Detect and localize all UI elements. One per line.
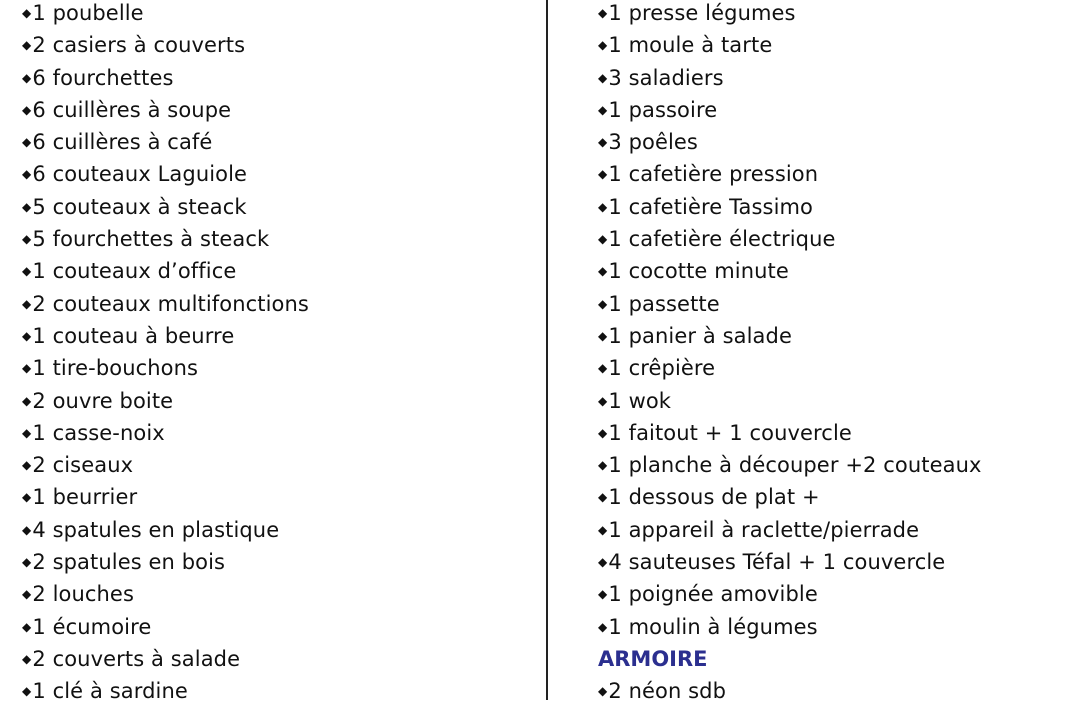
list-item (598, 578, 982, 610)
list-item (22, 417, 309, 449)
list-item (22, 255, 309, 287)
list-item (598, 385, 982, 417)
list-item (598, 158, 982, 190)
list-item (22, 29, 309, 61)
list-item (22, 675, 309, 707)
list-item-text: 6 couteaux Laguiole (32, 162, 248, 187)
diamond-bullet-icon: ◆ (22, 70, 32, 85)
diamond-bullet-icon: ◆ (598, 555, 608, 570)
list-item (598, 417, 982, 449)
diamond-bullet-icon: ◆ (598, 296, 608, 311)
list-item (22, 62, 309, 94)
list-item (22, 94, 309, 126)
list-item (22, 223, 309, 255)
list-item-text: 1 panier à salade (608, 323, 792, 348)
list-item-text: 2 couverts à salade (32, 646, 241, 671)
diamond-bullet-icon: ◆ (22, 232, 32, 247)
list-item (22, 191, 309, 223)
list-item (598, 546, 982, 578)
list-item-text: 1 cafetière pression (608, 162, 819, 187)
list-item-text: 1 beurrier (32, 485, 138, 510)
list-item (22, 611, 309, 643)
list-item (598, 255, 982, 287)
list-item-text: 1 faitout + 1 couvercle (608, 420, 852, 445)
list-item (598, 0, 982, 29)
diamond-bullet-icon: ◆ (22, 38, 32, 53)
list-item-text: 1 passoire (608, 97, 718, 122)
list-item-text: 6 cuillères à soupe (32, 97, 232, 122)
list-item-text: 1 moulin à légumes (608, 614, 818, 639)
list-item (598, 191, 982, 223)
list-item (598, 29, 982, 61)
list-item-text: 6 cuillères à café (32, 130, 213, 155)
list-item (598, 126, 982, 158)
diamond-bullet-icon: ◆ (22, 361, 32, 376)
diamond-bullet-icon: ◆ (598, 522, 608, 537)
diamond-bullet-icon: ◆ (22, 328, 32, 343)
list-item-text: 2 spatules en bois (32, 550, 226, 575)
list-item (598, 611, 982, 643)
list-item (22, 546, 309, 578)
diamond-bullet-icon: ◆ (22, 490, 32, 505)
diamond-bullet-icon: ◆ (598, 619, 608, 634)
list-item-text: 1 cocotte minute (608, 259, 789, 284)
diamond-bullet-icon: ◆ (22, 167, 32, 182)
list-item (598, 320, 982, 352)
diamond-bullet-icon: ◆ (22, 619, 32, 634)
diamond-bullet-icon: ◆ (598, 70, 608, 85)
list-item-text: 2 ouvre boite (32, 388, 174, 413)
diamond-bullet-icon: ◆ (598, 587, 608, 602)
diamond-bullet-icon: ◆ (598, 102, 608, 117)
list-item-text: 1 appareil à raclette/pierrade (608, 517, 920, 542)
list-item-text: 1 crêpière (608, 356, 716, 381)
list-item-text: 1 clé à sardine (32, 679, 188, 704)
diamond-bullet-icon: ◆ (598, 38, 608, 53)
diamond-bullet-icon: ◆ (22, 684, 32, 699)
list-item-text: 1 couteau à beurre (32, 323, 235, 348)
list-item (22, 158, 309, 190)
diamond-bullet-icon: ◆ (598, 458, 608, 473)
list-item-text: 1 poubelle (32, 1, 144, 25)
column-divider (546, 0, 548, 700)
diamond-bullet-icon: ◆ (22, 458, 32, 473)
list-item-text: 1 casse-noix (32, 420, 165, 445)
diamond-bullet-icon: ◆ (22, 651, 32, 666)
diamond-bullet-icon: ◆ (598, 684, 608, 699)
list-item (598, 288, 982, 320)
diamond-bullet-icon: ◆ (598, 199, 608, 214)
diamond-bullet-icon: ◆ (22, 135, 32, 150)
diamond-bullet-icon: ◆ (598, 167, 608, 182)
list-item-text: 1 presse légumes (608, 1, 796, 25)
list-item (22, 643, 309, 675)
list-item (22, 385, 309, 417)
diamond-bullet-icon: ◆ (22, 425, 32, 440)
diamond-bullet-icon: ◆ (22, 522, 32, 537)
diamond-bullet-icon: ◆ (598, 232, 608, 247)
list-item (22, 514, 309, 546)
list-item (598, 481, 982, 513)
diamond-bullet-icon: ◆ (598, 361, 608, 376)
list-item-text: 3 poêles (608, 130, 698, 155)
list-item-text: 2 casiers à couverts (32, 33, 246, 58)
diamond-bullet-icon: ◆ (22, 587, 32, 602)
list-item-text: 6 fourchettes (32, 65, 174, 90)
list-item (598, 352, 982, 384)
list-item-text: 5 couteaux à steack (32, 194, 247, 219)
list-item-text: 5 fourchettes à steack (32, 227, 270, 252)
diamond-bullet-icon: ◆ (22, 102, 32, 117)
list-item (22, 320, 309, 352)
list-item-text: 4 sauteuses Téfal + 1 couvercle (608, 550, 946, 575)
right-column-list (598, 0, 982, 708)
list-item-text: 1 couteaux d’office (32, 259, 237, 284)
diamond-bullet-icon: ◆ (22, 264, 32, 279)
list-item (22, 578, 309, 610)
list-item-text: 1 cafetière électrique (608, 227, 836, 252)
diamond-bullet-icon: ◆ (598, 490, 608, 505)
list-item-text: 2 couteaux multifonctions (32, 291, 309, 316)
list-item (22, 126, 309, 158)
list-item-text: 1 cafetière Tassimo (608, 194, 814, 219)
list-item-text: 1 passette (608, 291, 720, 316)
list-item (22, 0, 309, 29)
diamond-bullet-icon: ◆ (22, 555, 32, 570)
list-item (598, 514, 982, 546)
list-item-text: 1 tire-bouchons (32, 356, 199, 381)
list-item-text: 1 planche à découper +2 couteaux (608, 453, 982, 478)
diamond-bullet-icon: ◆ (22, 199, 32, 214)
list-item-text: 1 moule à tarte (608, 33, 773, 58)
diamond-bullet-icon: ◆ (598, 135, 608, 150)
list-item-text: 1 wok (608, 388, 672, 413)
list-item-text: 4 spatules en plastique (32, 517, 280, 542)
list-item-text: 3 saladiers (608, 65, 724, 90)
list-item (598, 675, 982, 707)
list-item (22, 288, 309, 320)
list-item (22, 449, 309, 481)
list-item (22, 481, 309, 513)
diamond-bullet-icon: ◆ (598, 328, 608, 343)
list-item-text: 1 dessous de plat + (608, 485, 820, 510)
diamond-bullet-icon: ◆ (598, 393, 608, 408)
list-item (598, 223, 982, 255)
list-item-text: 2 ciseaux (32, 453, 134, 478)
list-item (22, 352, 309, 384)
left-column-list (22, 0, 309, 708)
list-item (598, 94, 982, 126)
list-item-text: 1 poignée amovible (608, 582, 818, 607)
section-heading: ARMOIRE (598, 646, 708, 671)
diamond-bullet-icon: ◆ (598, 6, 608, 20)
diamond-bullet-icon: ◆ (22, 6, 32, 20)
diamond-bullet-icon: ◆ (22, 296, 32, 311)
list-item (598, 62, 982, 94)
diamond-bullet-icon: ◆ (598, 264, 608, 279)
list-item (598, 449, 982, 481)
diamond-bullet-icon: ◆ (22, 393, 32, 408)
list-item-text: 2 néon sdb (608, 679, 727, 704)
list-item-text: 1 écumoire (32, 614, 152, 639)
list-item-text: 2 louches (32, 582, 134, 607)
diamond-bullet-icon: ◆ (598, 425, 608, 440)
